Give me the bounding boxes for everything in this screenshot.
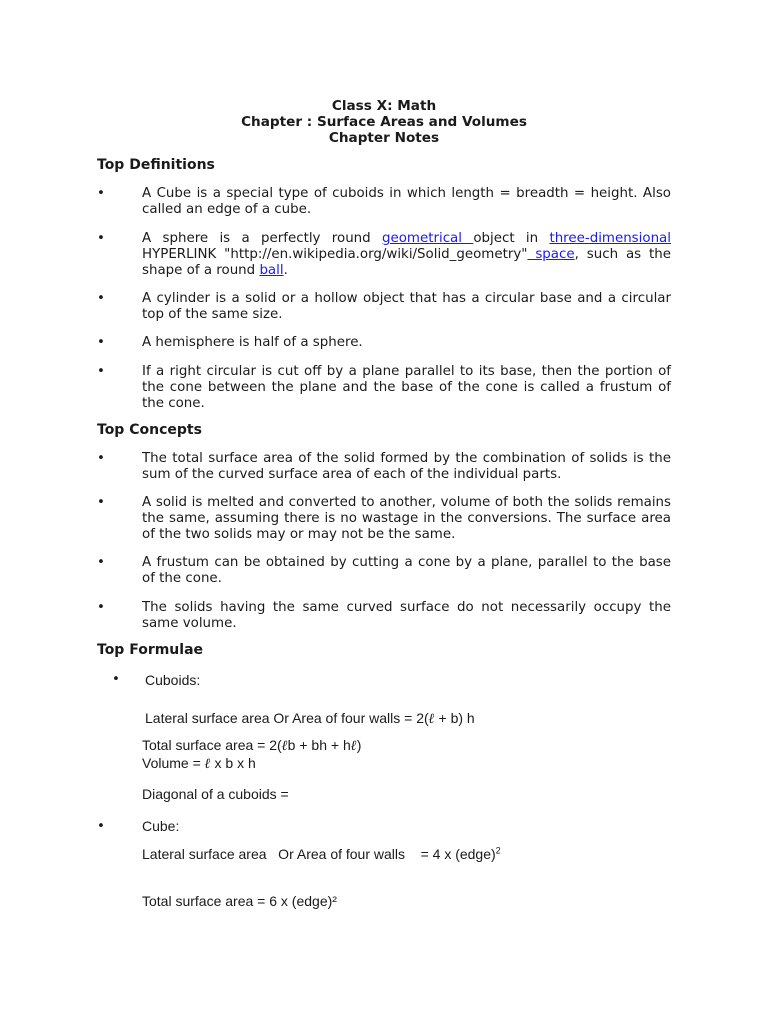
formula-text: x b x h <box>210 755 256 771</box>
bullet: • <box>97 495 105 510</box>
cuboid-lateral-formula <box>145 709 475 728</box>
definition-text <box>142 231 671 279</box>
definition-item <box>97 364 671 412</box>
length-symbol: ℓ <box>350 738 357 754</box>
definition-text: If a right circular is cut off by a plane parallel to its base, then the portion of the cone between the plane and the base of the cone is called a frustum of the cone. <box>142 364 671 411</box>
superscript: 2 <box>495 845 501 856</box>
definition-text: A cylinder is a solid or a hollow object that has a circular base and a circular top of the same size. <box>142 291 671 322</box>
link-three-dimensional[interactable]: three-dimensional <box>549 231 671 246</box>
bullet: • <box>97 364 105 379</box>
text-run: A sphere is a perfectly round <box>142 231 382 246</box>
cuboid-total-formula <box>142 736 361 755</box>
formula-text: + b) h <box>434 710 475 726</box>
concept-item <box>97 600 671 632</box>
bullet: • <box>97 819 105 834</box>
bullet: • <box>112 672 120 687</box>
concept-item <box>97 495 671 543</box>
link-geometrical[interactable]: geometrical <box>382 231 474 246</box>
concept-text: A solid is melted and converted to another, volume of both the solids remains the same, assuming there is no wastage in the conversions. The surface area of the two solids may or may not be the same. <box>142 495 671 542</box>
concept-item <box>97 451 671 483</box>
link-ball[interactable]: ball <box>259 263 284 278</box>
concept-item <box>97 555 671 587</box>
bullet: • <box>97 186 105 201</box>
formula-text: Lateral surface area Or Area of four walls = 2( <box>145 710 429 726</box>
cuboid-diagonal-formula: Diagonal of a cuboids = <box>142 786 289 802</box>
bullet: • <box>97 600 105 615</box>
class-title: Class X: Math <box>331 98 437 114</box>
definition-item <box>97 335 671 351</box>
cuboid-volume-formula <box>142 754 256 773</box>
definition-item <box>97 186 671 218</box>
text-run: HYPERLINK "http://en.wikipedia.org/wiki/Solid_geometry" <box>142 247 528 262</box>
bullet: • <box>97 451 105 466</box>
link-space[interactable]: space <box>527 247 575 262</box>
cube-label: Cube: <box>142 818 180 834</box>
bullet: • <box>97 231 105 246</box>
text-run: , such as the shape of a round <box>142 247 671 278</box>
length-symbol: ℓ <box>204 756 211 772</box>
bullet: • <box>97 291 105 306</box>
bullet: • <box>97 555 105 570</box>
formula-text: Lateral surface area Or Area of four walls = 4 x (edge) <box>142 846 496 862</box>
section-heading-concepts: Top Concepts <box>97 422 202 438</box>
formula-text: Total surface area = 2( <box>142 737 282 753</box>
section-heading-definitions: Top Definitions <box>97 157 215 173</box>
cuboids-label: Cuboids: <box>145 672 201 688</box>
formula-text: b + bh + h <box>287 737 351 753</box>
concept-text: The total surface area of the solid formed by the combination of solids is the sum of the curved surface area of each of the individual parts. <box>142 451 671 482</box>
formula-text: Volume = <box>142 755 205 771</box>
definition-text: A Cube is a special type of cuboids in which length = breadth = height. Also called an edge of a cube. <box>142 186 671 217</box>
cube-total-formula: Total surface area = 6 x (edge)² <box>142 893 337 909</box>
section-heading-formulae: Top Formulae <box>97 642 204 658</box>
length-symbol: ℓ <box>428 711 435 727</box>
concept-text: The solids having the same curved surface do not necessarily occupy the same volume. <box>142 600 671 631</box>
definition-item <box>97 291 671 323</box>
text-run: . <box>283 263 288 278</box>
cube-lateral-formula <box>142 845 501 863</box>
document-header <box>0 98 768 146</box>
concept-text: A frustum can be obtained by cutting a cone by a plane, parallel to the base of the cone. <box>142 555 671 586</box>
bullet: • <box>97 335 105 350</box>
chapter-title: Chapter : Surface Areas and Volumes <box>241 114 527 130</box>
notes-title: Chapter Notes <box>328 130 440 146</box>
definition-item <box>97 231 671 279</box>
length-symbol: ℓ <box>281 738 288 754</box>
formula-text: ) <box>356 737 362 753</box>
definition-text: A hemisphere is half of a sphere. <box>142 335 363 350</box>
text-run: object in <box>473 231 550 246</box>
